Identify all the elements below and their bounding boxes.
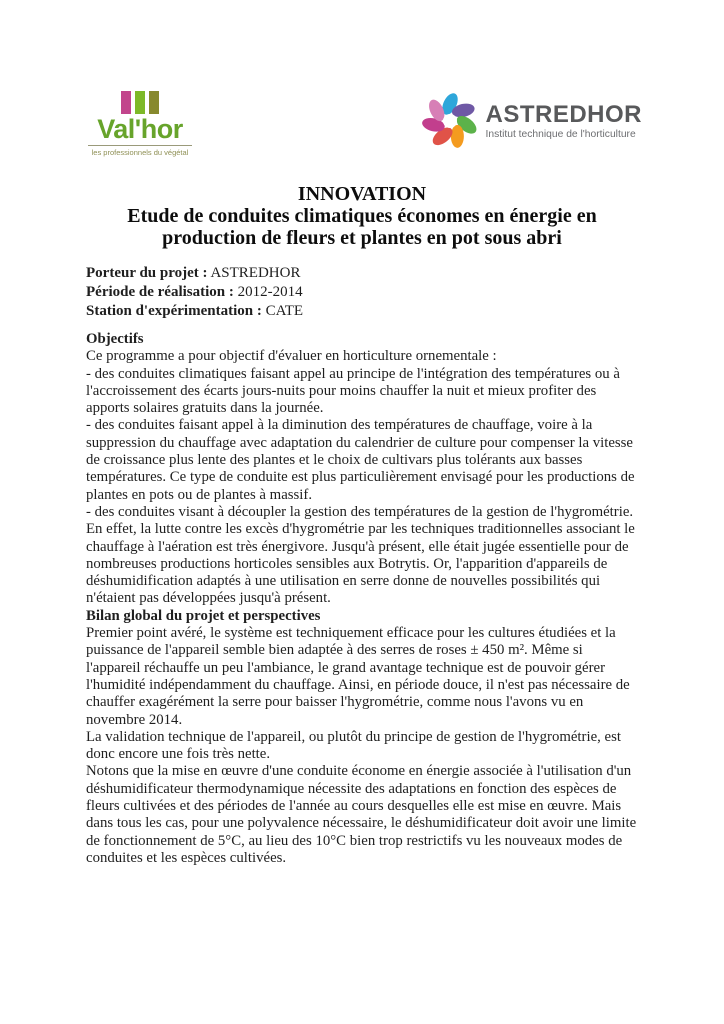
objectifs-intro: Ce programme a pour objectif d'évaluer en horticulture ornementale :: [86, 348, 497, 365]
meta-periode-value: 2012-2014: [237, 284, 303, 300]
astredhor-text: [485, 102, 642, 139]
project-meta: [86, 264, 303, 321]
valhor-bars-icon: [120, 90, 160, 115]
objectifs-heading: Objectifs: [86, 331, 144, 347]
astredhor-flower-icon: [419, 90, 481, 152]
objectifs-bullet-1: - des conduites climatiques faisant appel au principe de l'intégration des températures ou à l'accroissement des écarts jours-nuits pour moins chauffer la nuit et mieux profiter des apports solaires gratuits dans la journée.: [86, 365, 620, 417]
astredhor-wordmark: ASTREDHOR: [485, 101, 642, 129]
objectifs-bullet-2: - des conduites faisant appel à la diminution des températures de chauffage, voire à la suppression du chauffage avec adaptation du calendrier de culture pour compenser la vitesse de croissance plus lente des plantes et le choix de cultivars plus tolérants aux basses températures. Ce type de conduite est plus particulièrement envisagé pour les productions de plantes en pots ou de plantes à massif.: [86, 417, 635, 503]
bilan-paragraph-3: Notons que la mise en œuvre d'une conduite économe en énergie associée à l'utilisation d'un déshumidificateur thermodynamique nécessite des adaptations en fonction des espèces de fleurs cultivées et des périodes de l'année au cours desquelles elle est mise en œuvre. Mais dans tous les cas, pour une polyvalence nécessaire, le déshumidificateur doit avoir une limite de fonctionnement de 5°C, au lieu des 10°C bien trop restrictifs vu les nouveaux modes de conduites et les espèces cultivées.: [86, 763, 637, 866]
meta-porteur-value: ASTREDHOR: [210, 265, 301, 281]
astredhor-logo: [419, 90, 642, 152]
valhor-tagline: les professionnels du végétal: [91, 148, 189, 158]
meta-periode-label: Période de réalisation :: [86, 284, 234, 300]
valhor-logo: [88, 90, 192, 157]
valhor-divider: [88, 145, 192, 146]
meta-porteur: [86, 264, 303, 283]
title-line-2: Etude de conduites climatiques économes en énergie en: [127, 205, 597, 227]
bilan-paragraph-2: La validation technique de l'appareil, ou plutôt du principe de gestion de l'hygrométrie, est donc encore une fois très nette.: [86, 728, 621, 763]
valhor-wordmark: Val'hor: [97, 114, 183, 144]
astredhor-tagline: Institut technique de l'horticulture: [485, 128, 636, 140]
meta-periode: [86, 283, 303, 302]
bilan-paragraph-1: Premier point avéré, le système est techniquement efficace pour les cultures étudiées et la puissance de l'appareil semble bien adaptée à des serres de roses ± 450 m². Même si l'appareil réchauffe un peu l'ambiance, le grand avantage technique est de pouvoir gérer l'humidité indépendamment du chauffage. Ainsi, en période douce, il n'est pas nécessaire de chauffer exagérément la serre pour baisser l'hygrométrie, comme nous l'avons vu en novembre 2014.: [86, 625, 630, 728]
meta-porteur-label: Porteur du projet :: [86, 265, 208, 281]
meta-station-value: CATE: [265, 303, 304, 319]
header-logos: [88, 90, 642, 157]
title-line-3: production de fleurs et plantes en pot sous abri: [162, 227, 562, 249]
document-title: [85, 183, 639, 249]
document-body: [86, 331, 640, 867]
bilan-heading: Bilan global du projet et perspectives: [86, 607, 321, 624]
meta-station-label: Station d'expérimentation :: [86, 303, 262, 319]
meta-station: [86, 302, 303, 321]
title-line-innovation: INNOVATION: [297, 183, 427, 205]
objectifs-bullet-3: - des conduites visant à découpler la gestion des températures de la gestion de l'hygrométrie. En effet, la lutte contre les excès d'hygrométrie par les techniques traditionnelles associant le chauffage à l'aération est très énergivore. Jusqu'à présent, elle était jugée essentielle pour de nombreuses productions horticoles sensibles aux Botrytis. Or, l'apparition d'appareils de déshumidification adaptés à une utilisation en serre donne de nouvelles possibilités qui n'étaient pas développées jusqu'à présent.: [86, 503, 635, 607]
